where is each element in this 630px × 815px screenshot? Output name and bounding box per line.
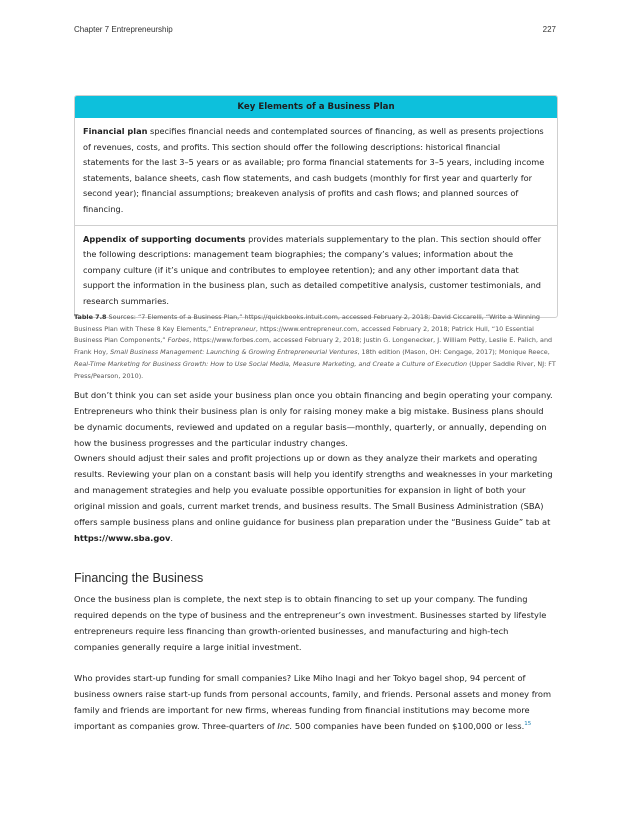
body-paragraph — [74, 671, 556, 735]
caption-publication: Forbes — [167, 336, 190, 345]
caption-book-title: Real-Time Marketing for Business Growth: How to Use Social Media, Measure Marketing, and Create a Culture of Execution — [74, 359, 468, 368]
caption-text: , https://www.entrepreneur.com, accessed February 2, 2018; Patrick Hull, “10 Essential Business Plan Components,” — [74, 324, 534, 345]
paragraph-text: Who provides start-up funding for small companies? Like Miho Inagi and her Tokyo bagel shop, 94 percent of business owners raise start-up funds from personal accounts, family, and friends. Personal assets and money from family and friends are important for new firms, whereas funding from financial institutions may become more important as companies grow. Three-quarters of — [74, 673, 552, 731]
caption-text: , https://www.forbes.com, accessed February 2, 2018; Justin G. Longenecker, J. William Petty, Leslie E. Palich, and Frank Hoy, — [74, 336, 553, 357]
caption-text: (Upper Saddle River, NJ: FT Press/Pearson, 2010). — [74, 359, 556, 380]
magazine-name: Inc. — [277, 720, 293, 731]
body-paragraph — [74, 451, 556, 546]
paragraph-text: Owners should adjust their sales and profit projections up or down as they analyze their markets and operating results. Reviewing your plan on a constant basis will help you identify strengths and weaknesses in your marketing and management strategies and help you evaluate possible opportunities for expansion in light of both your original mission and goals, current market trends, and business results. The Small Business Administration (SBA) offers sample business plans and online guidance for business plan preparation under the “Business Guide” tab at — [74, 453, 553, 527]
row-text: specifies financial needs and contemplated sources of financing, as well as presents projections of revenues, costs, and profits. This section should offer the following descriptions: historical financial statements for the last 3–5 years or as available; pro forma financial statements for 3–5 years, including income statements, balance sheets, cash flow statements, and cash budgets (monthly for first year and quarterly for second year); financial assumptions; breakeven analysis of profits and cash flows; and planned sources of financing. — [83, 126, 545, 214]
caption-label: Table 7.8 — [74, 313, 107, 321]
running-header — [74, 25, 556, 37]
paragraph-text: . — [170, 532, 174, 543]
row-text: provides materials supplementary to the plan. This section should offer the following descriptions: management team biographies; the company’s values; information about the company culture (if it’s unique and contributes to employee retention); and any other important data that support the information in the business plan, such as detailed competitive analysis, customer testimonials, and research summaries. — [83, 233, 542, 306]
caption-text: Sources: “7 Elements of a Business Plan,” https://quickbooks.intuit.com, accessed February 2, 2018; David Ciccarelli, “Write a Winning Business Plan with These 8 Key Elements,” — [74, 313, 540, 333]
table-caption — [74, 312, 558, 382]
paragraph-text: 500 companies have been funded on $100,000 or less. — [292, 720, 525, 731]
body-paragraph: But don’t think you can set aside your business plan once you obtain financing and begin operating your company. Entrepreneurs who think their business plan is only for raising money make a big mistake. Business plans should be dynamic documents, reviewed and updated on a regular basis—monthly, quarterly, or annually, depending on how the business progresses and the particular industry changes. — [74, 390, 553, 448]
caption-text: , 18th edition (Mason, OH: Cengage, 2017); Monique Reece, — [357, 348, 550, 357]
row-term: Appendix of supporting documents — [83, 233, 246, 244]
table-title: Key Elements of a Business Plan — [75, 96, 557, 118]
caption-book-title: Small Business Management: Launching & Growing Entrepreneurial Ventures — [110, 348, 358, 357]
section-heading: Financing the Business — [74, 571, 204, 585]
table-row-appendix — [75, 225, 557, 317]
caption-publication: Entrepreneur — [213, 324, 256, 333]
business-plan-table — [74, 95, 558, 318]
row-term: Financial plan — [83, 126, 148, 136]
body-paragraph: Once the business plan is complete, the next step is to obtain financing to set up your company. The funding required depends on the type of business and the entrepreneur’s own investment. Businesses started by lifestyle entrepreneurs require less financing than growth-oriented businesses, and manufacturing and high-tech companies generally require a large initial investment. — [74, 594, 547, 652]
table-row-financial-plan — [75, 118, 557, 225]
chapter-title: Chapter 7 Entrepreneurship — [74, 25, 173, 34]
page-number: 227 — [542, 25, 556, 34]
sba-link[interactable]: https://www.sba.gov — [74, 532, 171, 543]
footnote-link[interactable]: 15 — [524, 720, 532, 727]
